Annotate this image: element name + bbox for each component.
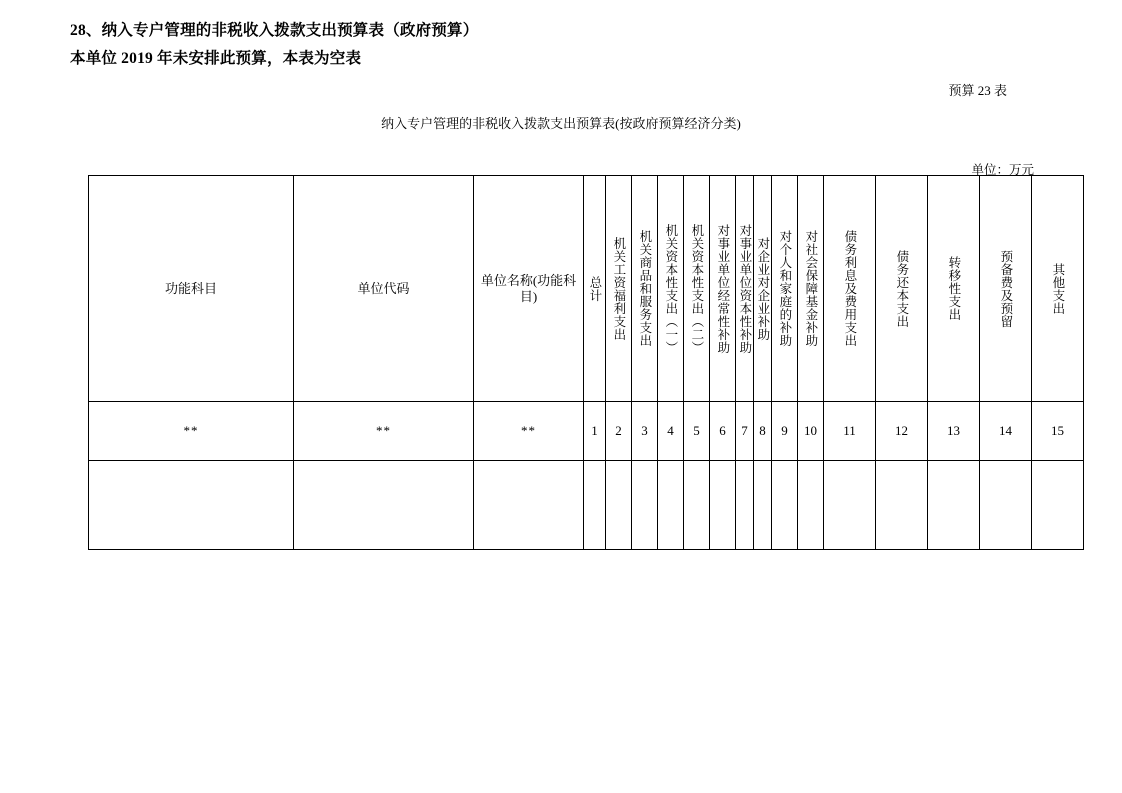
header-cell-agency-capital-2 [684, 176, 710, 402]
cell-empty [772, 461, 798, 550]
header-label: 机关资本性支出（二） [689, 223, 704, 354]
header-cell-agency-goods-services [632, 176, 658, 402]
cell-empty [798, 461, 824, 550]
form-number: 预算 23 表 [948, 83, 1007, 98]
cell-column-index: 10 [798, 402, 824, 461]
cell-column-index: 11 [824, 402, 876, 461]
header-cell-household-subsidy [772, 176, 798, 402]
header-cell-social-security-fund-subsidy [798, 176, 824, 402]
page-subtitle: 本单位 2019 年未安排此预算，本表为空表 [70, 50, 362, 67]
cell-empty [684, 461, 710, 550]
header-label: 对企业对企业补助 [755, 236, 770, 341]
cell-empty [980, 461, 1032, 550]
header-cell-reserve-funds [980, 176, 1032, 402]
cell-column-index: 7 [736, 402, 754, 461]
header-label: 机关资本性支出（一） [663, 223, 678, 354]
table-row [89, 402, 1084, 461]
table-header-row [89, 176, 1084, 402]
header-label: 机关商品和服务支出 [637, 230, 652, 347]
unit-note: 单位：万元 [971, 163, 1034, 177]
header-label: 对社会保障基金补助 [803, 230, 818, 347]
header-label: 债务利息及费用支出 [842, 230, 857, 347]
cell-empty [474, 461, 584, 550]
cell-empty [928, 461, 980, 550]
header-cell-total [584, 176, 606, 402]
header-cell-institution-recurrent-subsidy [710, 176, 736, 402]
header-cell-agency-capital-1 [658, 176, 684, 402]
header-cell-other-expenditure [1032, 176, 1084, 402]
cell-empty [1032, 461, 1084, 550]
cell-empty [736, 461, 754, 550]
page-title: 28、纳入专户管理的非税收入拨款支出预算表（政府预算） [70, 22, 479, 39]
header-label: 机关工资福利支出 [611, 236, 626, 341]
cell-column-index: 3 [632, 402, 658, 461]
cell-empty [584, 461, 606, 550]
header-label: 预备费及预留 [998, 249, 1013, 328]
cell-column-index: 13 [928, 402, 980, 461]
header-label: 总计 [587, 275, 602, 302]
cell-empty [876, 461, 928, 550]
cell-column-index: 5 [684, 402, 710, 461]
cell-empty [754, 461, 772, 550]
cell-empty [606, 461, 632, 550]
header-cell-transfer-expenditure [928, 176, 980, 402]
budget-table [88, 175, 1084, 550]
cell-column-index: 6 [710, 402, 736, 461]
header-label: 债务还本支出 [894, 249, 909, 328]
cell-unit-name: ** [474, 402, 584, 461]
cell-column-index: 4 [658, 402, 684, 461]
header-label: 对事业单位资本性补助 [737, 223, 752, 354]
cell-empty [824, 461, 876, 550]
header-label: 对事业单位经常性补助 [715, 223, 730, 354]
header-cell-unit-code [294, 176, 474, 402]
cell-column-index: 8 [754, 402, 772, 461]
header-cell-function-subject [89, 176, 294, 402]
header-label: 其他支出 [1050, 262, 1065, 315]
cell-column-index: 15 [1032, 402, 1084, 461]
header-label: 单位代码 [357, 280, 410, 296]
cell-unit-code: ** [294, 402, 474, 461]
header-cell-agency-salary-welfare [606, 176, 632, 402]
cell-column-index: 1 [584, 402, 606, 461]
table-row [89, 461, 1084, 550]
header-cell-unit-name [474, 176, 584, 402]
header-label: 功能科目 [164, 280, 217, 296]
header-label: 单位名称(功能科目) [480, 272, 577, 304]
cell-function-subject: ** [89, 402, 294, 461]
header-label: 对个人和家庭的补助 [777, 230, 792, 347]
header-cell-enterprise-subsidy [754, 176, 772, 402]
table-title: 纳入专户管理的非税收入拨款支出预算表(按政府预算经济分类) [381, 116, 741, 131]
cell-column-index: 9 [772, 402, 798, 461]
cell-empty [632, 461, 658, 550]
cell-column-index: 14 [980, 402, 1032, 461]
cell-empty [294, 461, 474, 550]
header-label: 转移性支出 [946, 256, 961, 321]
cell-column-index: 12 [876, 402, 928, 461]
cell-empty [658, 461, 684, 550]
cell-empty [710, 461, 736, 550]
header-cell-debt-principal [876, 176, 928, 402]
cell-empty [89, 461, 294, 550]
header-cell-institution-capital-subsidy [736, 176, 754, 402]
cell-column-index: 2 [606, 402, 632, 461]
header-cell-debt-interest [824, 176, 876, 402]
